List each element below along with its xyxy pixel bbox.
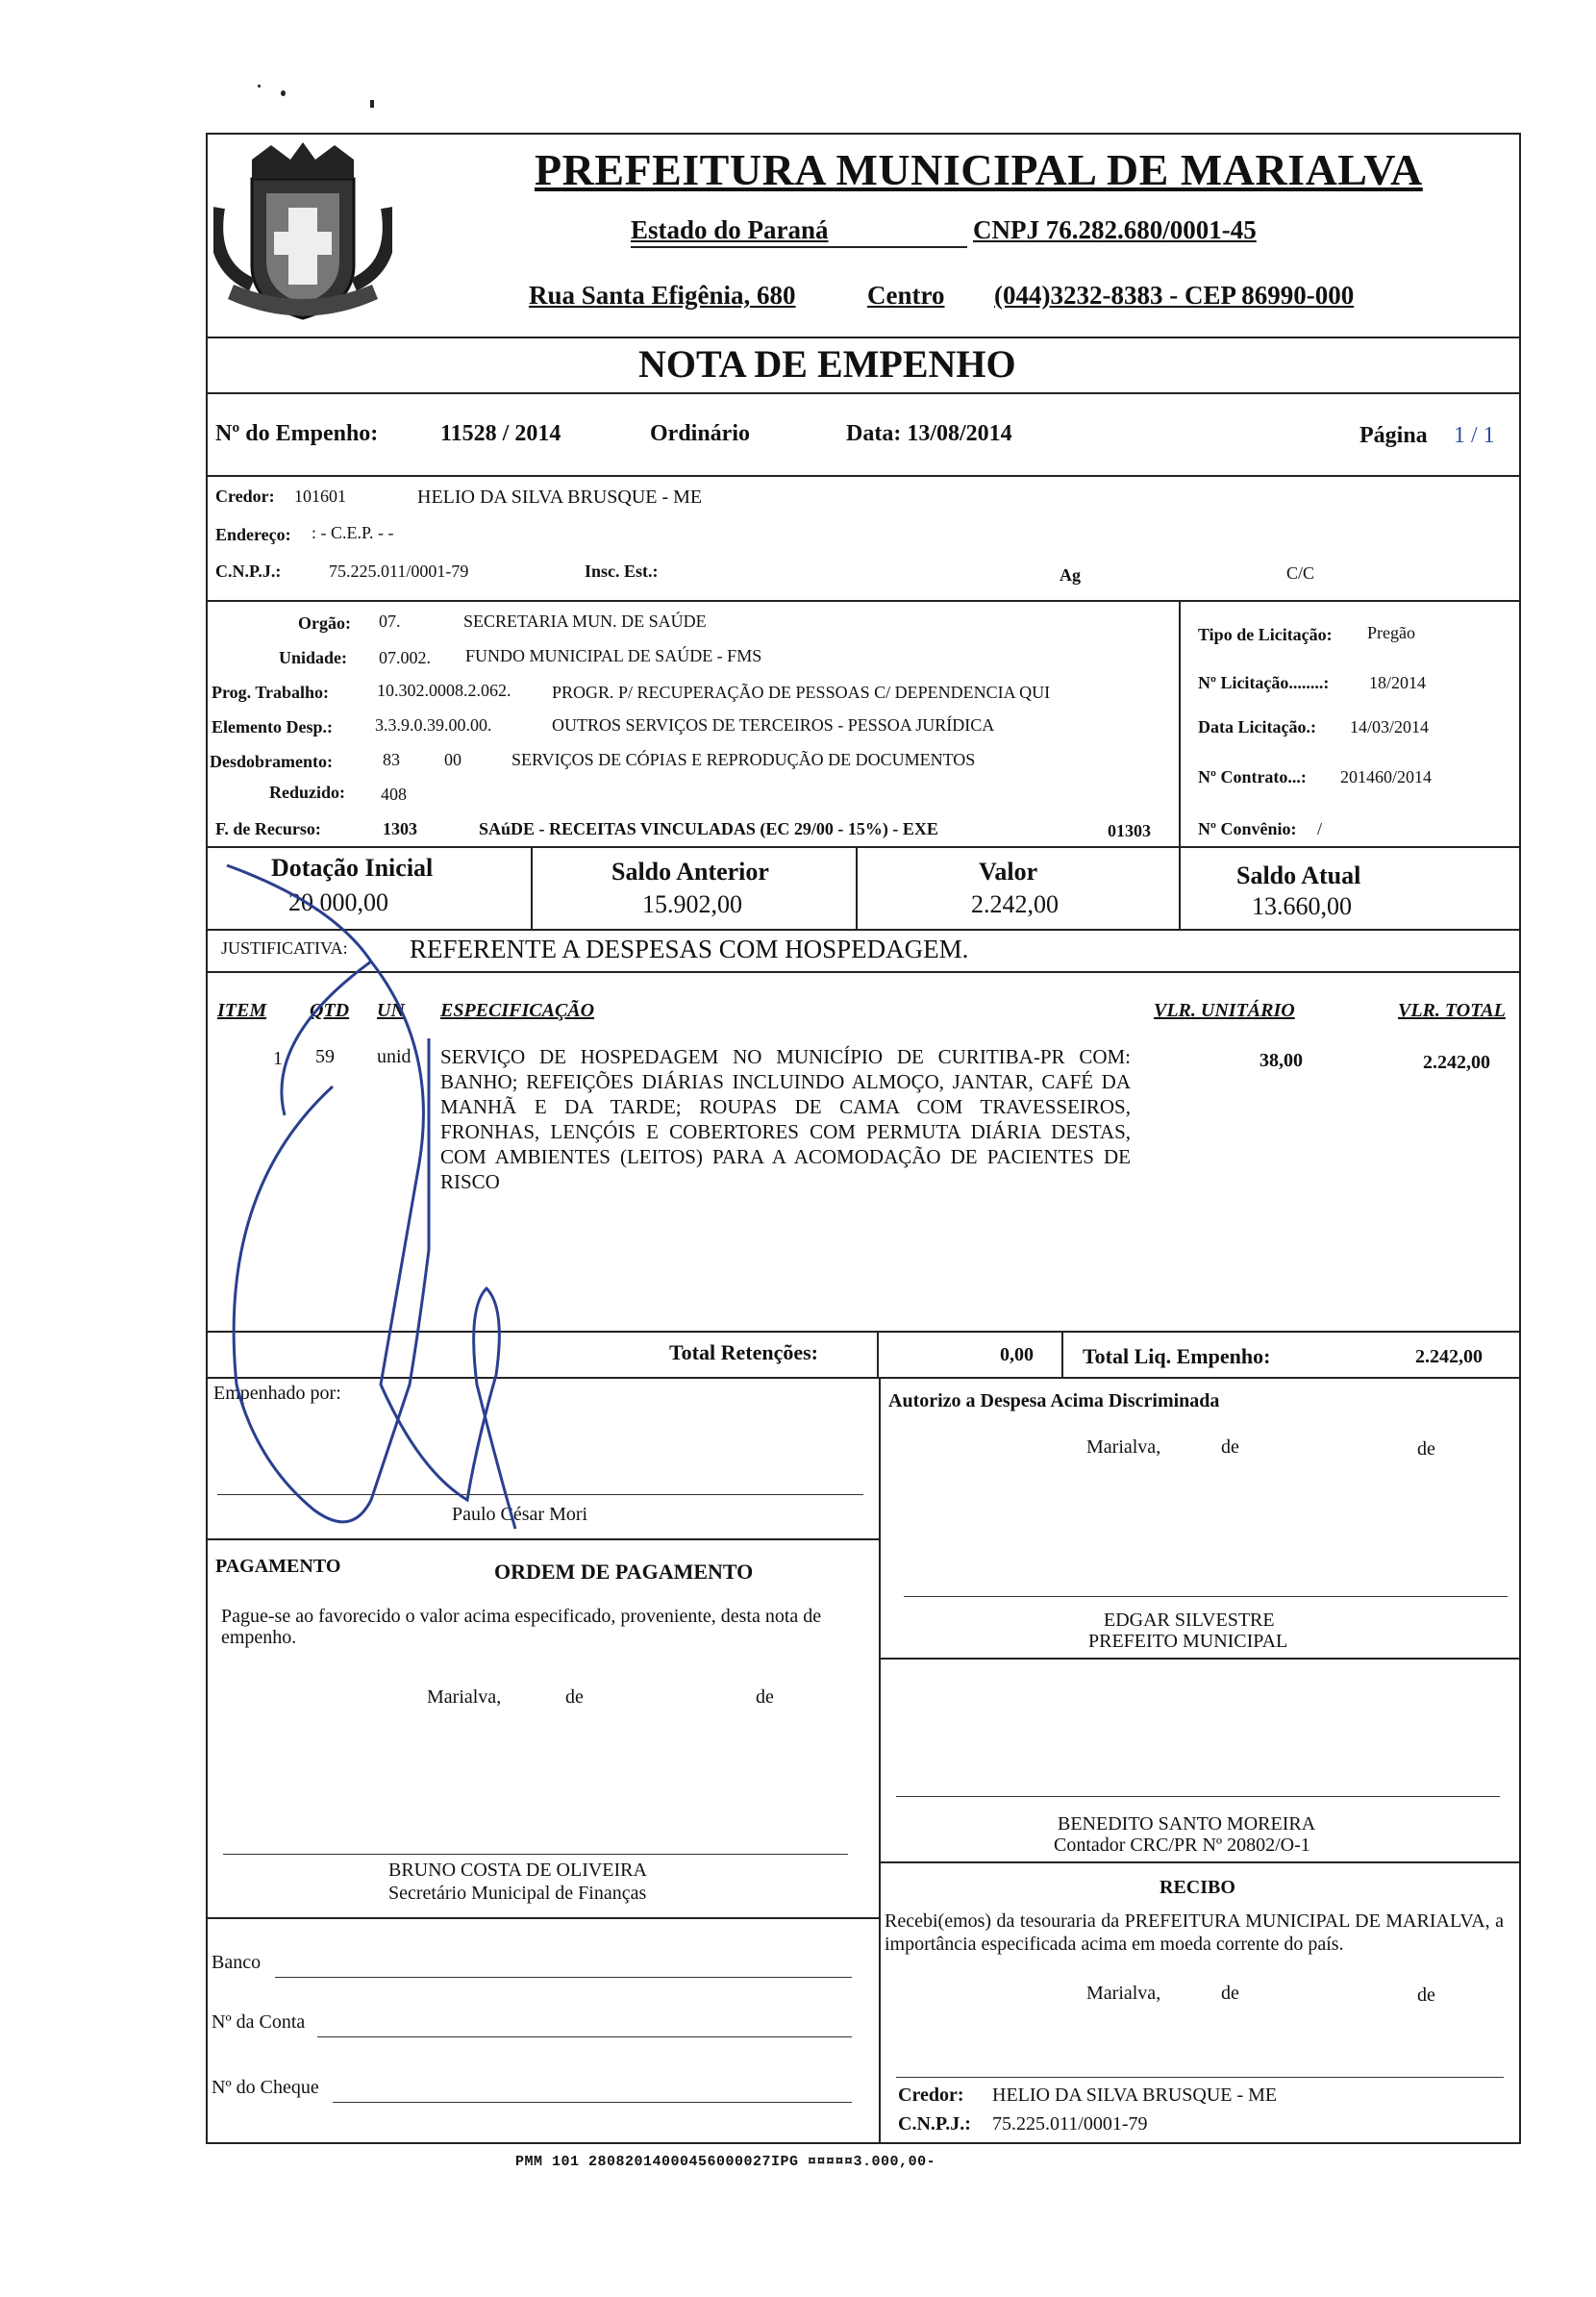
recibo-place: Marialva, <box>1086 1983 1161 2004</box>
rule <box>206 475 1521 477</box>
pagamento-place: Marialva, <box>427 1686 502 1708</box>
financas-role: Secretário Municipal de Finanças <box>388 1883 647 1904</box>
ordem-pagamento-label: ORDEM DE PAGAMENTO <box>494 1560 754 1584</box>
vrule <box>879 1377 881 2144</box>
header-address: Rua Santa Efigênia, 680 <box>529 281 796 310</box>
item-total-value: 2.242,00 <box>1423 1052 1490 1073</box>
col-item: ITEM <box>217 1000 267 1021</box>
scan-speck <box>281 90 286 96</box>
contador-name: BENEDITO SANTO MOREIRA <box>1058 1813 1316 1835</box>
item-unit-value: 38,00 <box>1259 1050 1303 1071</box>
total-liq-label: Total Liq. Empenho: <box>1083 1344 1271 1368</box>
item-number: 1 <box>273 1048 283 1069</box>
endereco-label: Endereço: <box>215 525 291 544</box>
rule <box>879 1658 1521 1660</box>
prefeito-name: EDGAR SILVESTRE <box>1104 1610 1275 1631</box>
scan-speck <box>258 85 261 87</box>
recibo-credor-label: Credor: <box>898 2085 964 2106</box>
cheque-line[interactable] <box>333 2102 852 2103</box>
num-licitacao-label: Nº Licitação........: <box>1198 673 1330 692</box>
footer-code: PMM 101 28082014000456000027IPG ¤¤¤¤¤3.000,00- <box>515 2154 936 2170</box>
desdobramento-a: 83 <box>383 750 400 769</box>
autorizo-de-2: de <box>1417 1438 1435 1460</box>
page-value: 1 / 1 <box>1454 423 1495 448</box>
justificativa-text: REFERENTE A DESPESAS COM HOSPEDAGEM. <box>410 935 969 963</box>
municipal-coat-of-arms <box>213 140 392 329</box>
fonte-code: 1303 <box>383 819 417 838</box>
signature-line <box>223 1854 848 1855</box>
rule <box>206 929 1521 931</box>
endereco-value: : - C.E.P. - - <box>312 523 394 542</box>
vrule <box>856 846 858 929</box>
num-licitacao-value: 18/2014 <box>1369 673 1427 692</box>
data-licitacao-label: Data Licitação.: <box>1198 717 1316 737</box>
saldo-atual-label: Saldo Atual <box>1236 861 1361 889</box>
fonte-num: 01303 <box>1108 821 1151 840</box>
header-state: Estado do Paraná <box>631 215 829 244</box>
empenho-date: Data: 13/08/2014 <box>846 421 1012 446</box>
convenio-label: Nº Convênio: <box>1198 819 1297 838</box>
autorizo-place: Marialva, <box>1086 1436 1161 1458</box>
unidade-desc: FUNDO MUNICIPAL DE SAÚDE - FMS <box>465 646 762 665</box>
rule <box>206 971 1521 973</box>
vrule <box>1179 600 1181 846</box>
recibo-de-1: de <box>1221 1983 1239 2004</box>
retencoes-label: Total Retenções: <box>669 1340 818 1364</box>
item-qtd: 59 <box>315 1046 335 1067</box>
cnpj-label: C.N.P.J.: <box>215 562 282 581</box>
valor-value: 2.242,00 <box>971 890 1059 918</box>
desdobramento-b: 00 <box>444 750 461 769</box>
pagamento-text: Pague-se ao favorecido o valor acima especificado, proveniente, desta nota de empenho. <box>221 1606 822 1648</box>
data-licitacao-value: 14/03/2014 <box>1350 717 1430 737</box>
unidade-code: 07.002. <box>379 648 431 667</box>
prog-desc: PROGR. P/ RECUPERAÇÃO DE PESSOAS C/ DEPENDENCIA QUI <box>552 683 1051 702</box>
rule <box>206 1917 879 1919</box>
banco-label: Banco <box>212 1952 262 1973</box>
ag-label: Ag <box>1060 565 1081 585</box>
conta-label: Nº da Conta <box>212 2011 306 2033</box>
recibo-de-2: de <box>1417 1985 1435 2006</box>
vrule <box>531 846 533 929</box>
desdobramento-desc: SERVIÇOS DE CÓPIAS E REPRODUÇÃO DE DOCUMENTOS <box>511 750 976 769</box>
prefeito-role: PREFEITO MUNICIPAL <box>1088 1631 1288 1652</box>
col-qtd: QTD <box>310 1000 350 1021</box>
recibo-title: RECIBO <box>1160 1877 1235 1898</box>
empenho-number: 11528 / 2014 <box>440 421 561 446</box>
empenhado-signer: Paulo César Mori <box>452 1504 588 1525</box>
justificativa-label: JUSTIFICATIVA: <box>221 938 348 958</box>
rule <box>206 1377 1521 1379</box>
doc-title: NOTA DE EMPENHO <box>638 342 1016 386</box>
fonte-desc: SAúDE - RECEITAS VINCULADAS (EC 29/00 - 15%) - EXE <box>479 819 938 838</box>
credor-code: 101601 <box>294 487 346 506</box>
rule <box>206 1331 1521 1333</box>
pagamento-label: PAGAMENTO <box>215 1556 341 1577</box>
tipo-licitacao-label: Tipo de Licitação: <box>1198 625 1333 644</box>
col-total-value: VLR. TOTAL <box>1398 1000 1506 1021</box>
elemento-desc: OUTROS SERVIÇOS DE TERCEIROS - PESSOA JURÍDICA <box>552 715 995 735</box>
recibo-credor-value: HELIO DA SILVA BRUSQUE - ME <box>992 2085 1278 2106</box>
rule <box>206 600 1521 602</box>
contrato-value: 201460/2014 <box>1340 767 1433 786</box>
recibo-cnpj-value: 75.225.011/0001-79 <box>992 2113 1148 2135</box>
elemento-label: Elemento Desp.: <box>212 717 333 737</box>
fonte-label: F. de Recurso: <box>215 819 321 838</box>
retencoes-value: 0,00 <box>1000 1344 1034 1365</box>
orgao-desc: SECRETARIA MUN. DE SAÚDE <box>463 612 707 631</box>
rule <box>206 1538 879 1540</box>
autorizo-de-1: de <box>1221 1436 1239 1458</box>
item-un: unid <box>377 1046 411 1067</box>
orgao-label: Orgão: <box>298 613 351 633</box>
rule <box>206 337 1521 338</box>
credor-name: HELIO DA SILVA BRUSQUE - ME <box>417 487 703 508</box>
reduzido-label: Reduzido: <box>269 783 346 802</box>
dotacao-label: Dotação Inicial <box>271 854 434 882</box>
insc-est-label: Insc. Est.: <box>585 562 659 581</box>
elemento-code: 3.3.9.0.39.00.00. <box>375 715 492 735</box>
saldo-anterior-value: 15.902,00 <box>642 890 742 918</box>
credor-label: Credor: <box>215 487 275 506</box>
saldo-anterior-label: Saldo Anterior <box>611 858 769 886</box>
recibo-text: Recebi(emos) da tesouraria da PREFEITURA MUNICIPAL DE MARIALVA, a importância especificada acima em moeda corrente do país. <box>885 1910 1504 1955</box>
header-phone-cep: (044)3232-8383 - CEP 86990-000 <box>994 281 1355 310</box>
rule <box>879 1861 1521 1863</box>
header-title: PREFEITURA MUNICIPAL DE MARIALVA <box>535 145 1423 194</box>
vrule <box>1061 1331 1063 1377</box>
empenho-type: Ordinário <box>650 421 751 446</box>
empenhado-label: Empenhado por: <box>213 1383 341 1404</box>
autorizo-label: Autorizo a Despesa Acima Discriminada <box>888 1390 1220 1411</box>
signature-line <box>896 1796 1500 1797</box>
page-label: Página <box>1359 423 1428 448</box>
signature-line <box>896 2077 1504 2078</box>
dotacao-value: 20.000,00 <box>288 888 388 916</box>
cc-label: C/C <box>1286 563 1315 583</box>
vrule <box>1179 846 1181 929</box>
prog-code: 10.302.0008.2.062. <box>377 681 511 700</box>
contrato-label: Nº Contrato...: <box>1198 767 1307 786</box>
item-spec: SERVIÇO DE HOSPEDAGEM NO MUNICÍPIO DE CURITIBA-PR COM: BANHO; REFEIÇÕES DIÁRIAS INCLUINDO ALMOÇO, JANTAR, CAFÉ DA MANHÃ E DA TARDE; ROUPAS DE CAMA COM TRAVESSEIROS, FRONHAS, LENÇÓIS E COBERTORES COM PERMUTA DIÁRIA DESTAS, COM AMBIENTES (LEITOS) PARA A ACOMODAÇÃO DE PACIENTES DE RISCO <box>440 1045 1131 1193</box>
cheque-label: Nº do Cheque <box>212 2077 319 2098</box>
signature-line <box>217 1494 863 1495</box>
col-un: UN <box>377 1000 405 1021</box>
prog-label: Prog. Trabalho: <box>212 683 330 702</box>
rule <box>206 846 1521 848</box>
header-district: Centro <box>867 281 945 310</box>
orgao-code: 07. <box>379 612 401 631</box>
rule <box>206 392 1521 394</box>
col-unit-value: VLR. UNITÁRIO <box>1154 1000 1295 1021</box>
desdobramento-label: Desdobramento: <box>210 752 333 771</box>
financas-name: BRUNO COSTA DE OLIVEIRA <box>388 1860 647 1881</box>
empenho-label: Nº do Empenho: <box>215 421 379 446</box>
scan-speck <box>370 100 374 108</box>
vrule <box>877 1331 879 1377</box>
banco-line[interactable] <box>275 1977 852 1978</box>
reduzido-value: 408 <box>381 785 407 804</box>
contador-role: Contador CRC/PR Nº 20802/O-1 <box>1054 1835 1310 1856</box>
saldo-atual-value: 13.660,00 <box>1252 892 1352 920</box>
total-liq-value: 2.242,00 <box>1415 1346 1483 1367</box>
pagamento-de-2: de <box>756 1686 774 1708</box>
recibo-cnpj-label: C.N.P.J.: <box>898 2113 971 2135</box>
convenio-value: / <box>1317 819 1323 838</box>
header-underline <box>631 246 967 248</box>
col-spec: ESPECIFICAÇÃO <box>440 1000 595 1021</box>
header-cnpj: CNPJ 76.282.680/0001-45 <box>973 215 1257 244</box>
conta-line[interactable] <box>317 2036 852 2037</box>
signature-line <box>904 1596 1508 1597</box>
unidade-label: Unidade: <box>279 648 348 667</box>
pagamento-de-1: de <box>565 1686 584 1708</box>
tipo-licitacao-value: Pregão <box>1367 623 1415 642</box>
cnpj-value: 75.225.011/0001-79 <box>329 562 469 581</box>
valor-label: Valor <box>979 858 1038 886</box>
